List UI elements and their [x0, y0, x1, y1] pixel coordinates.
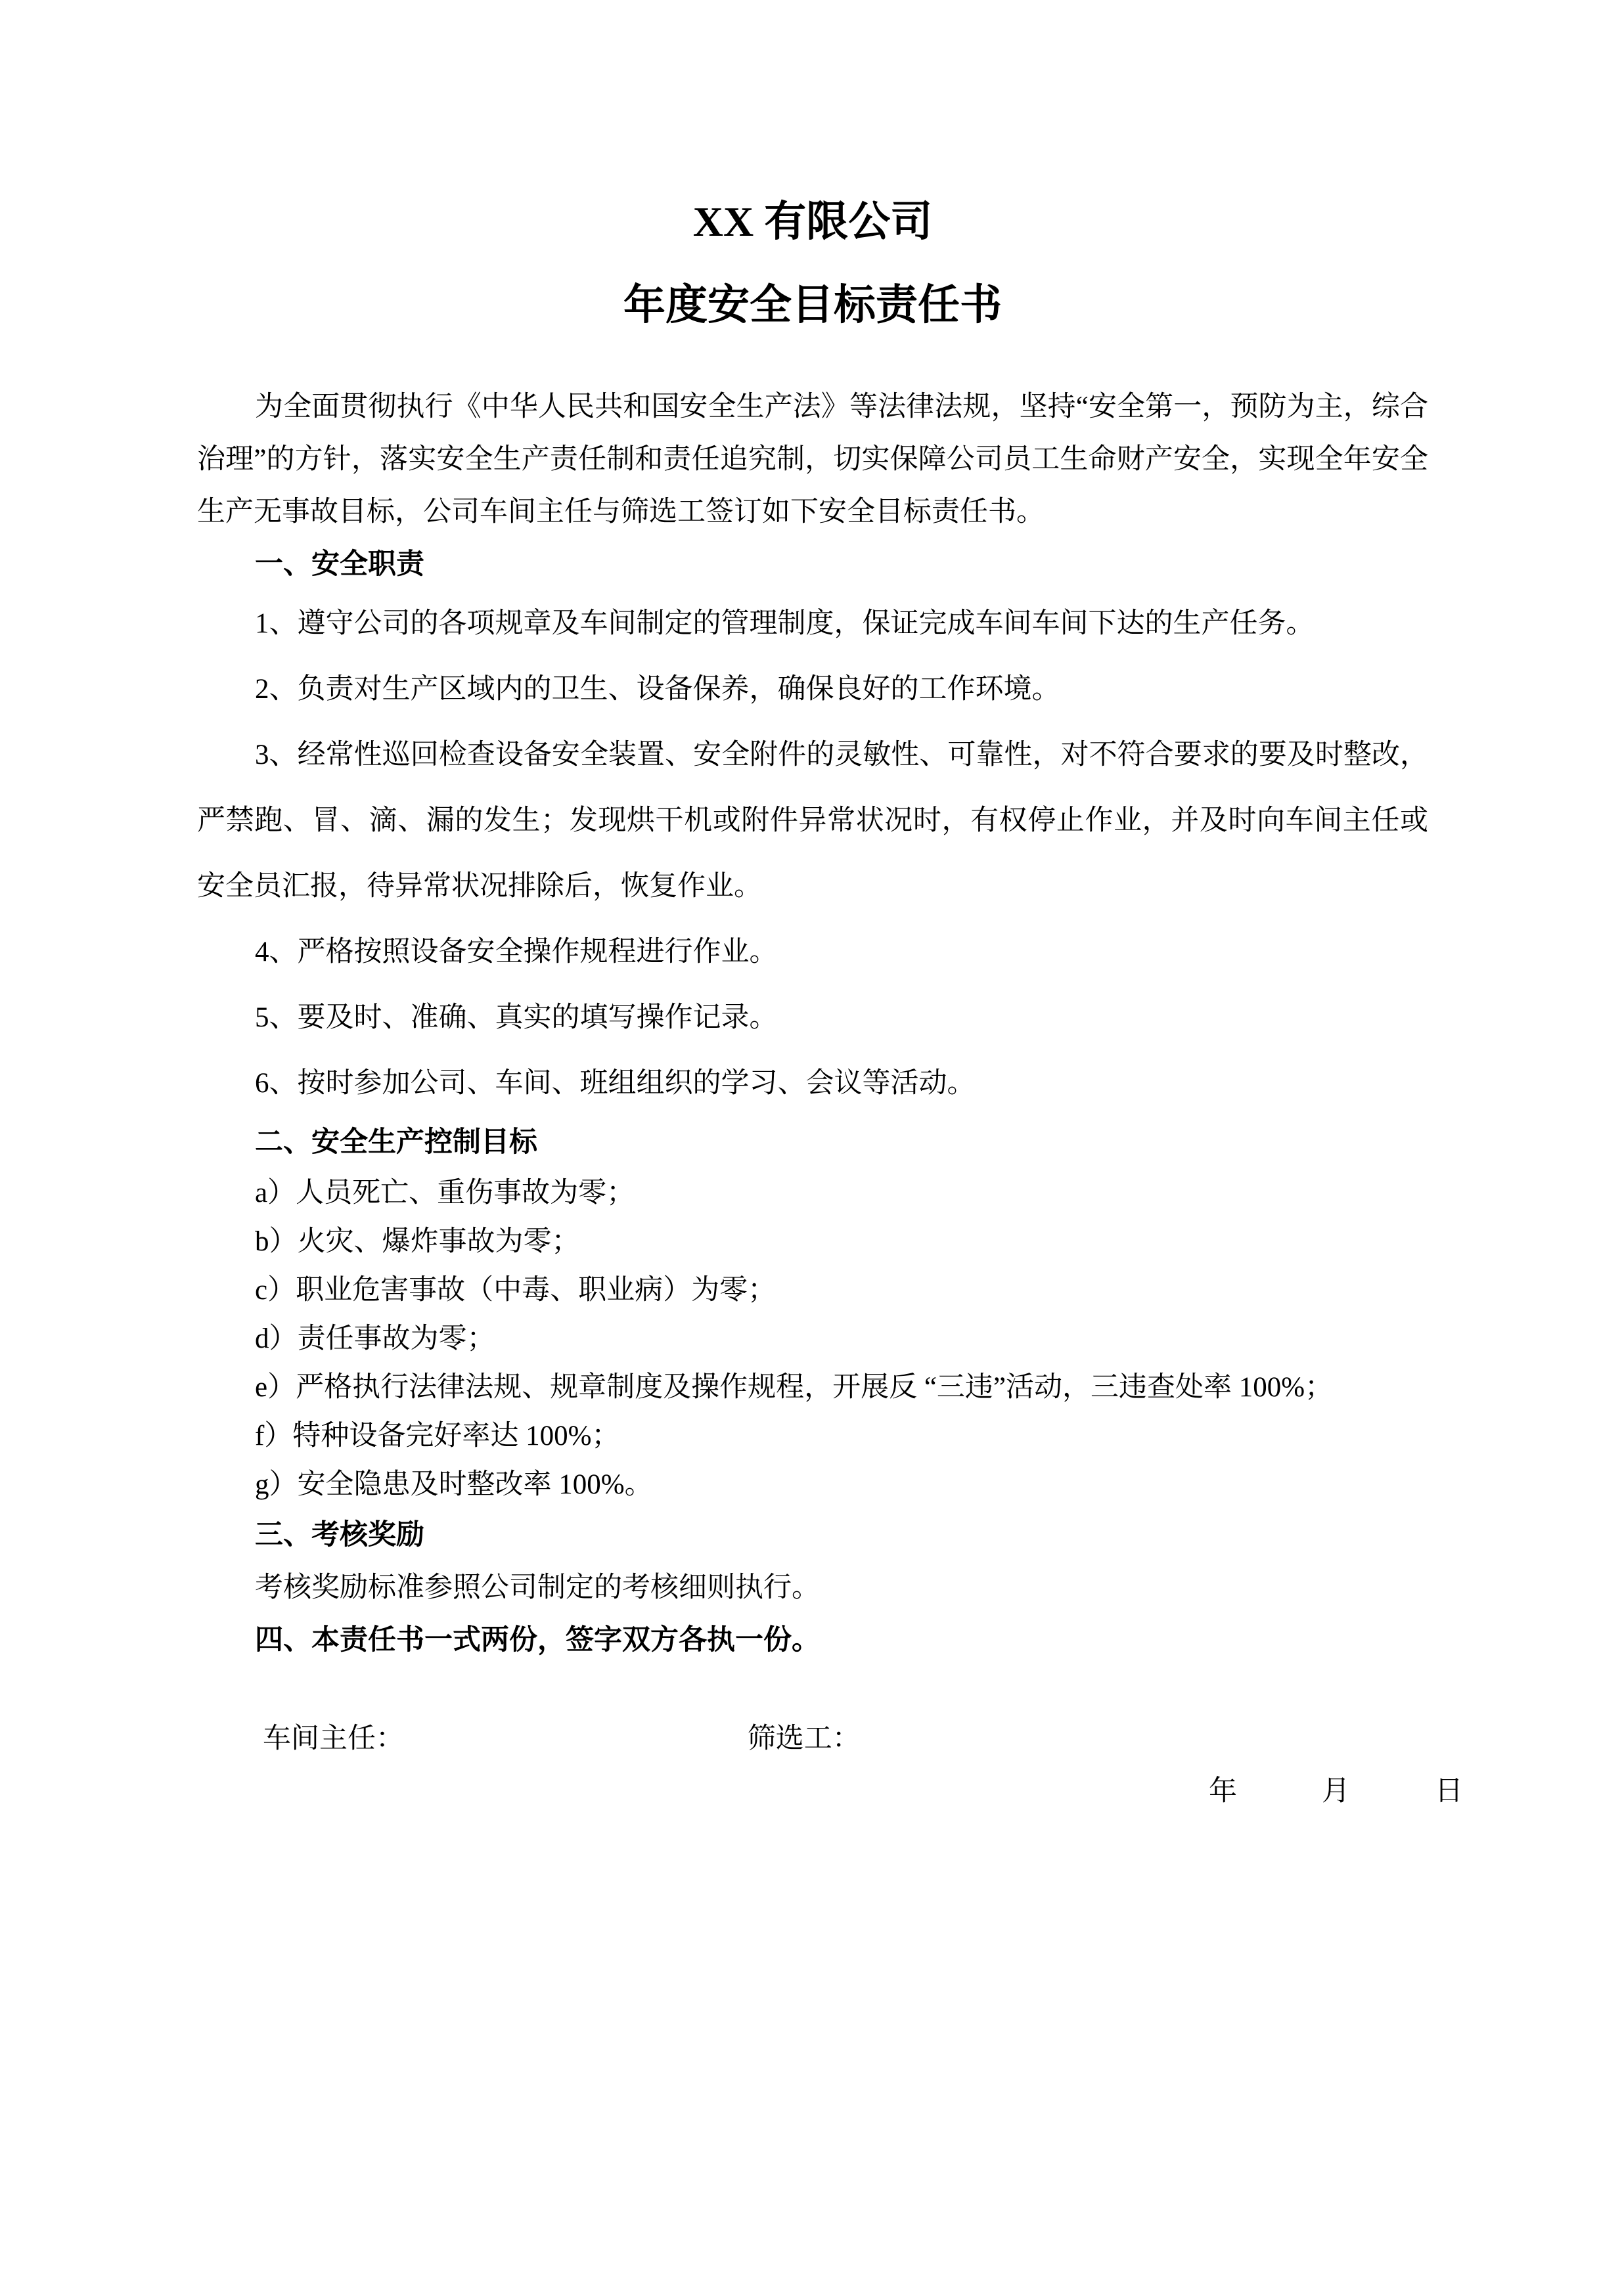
section-1-item: 2、负责对生产区域内的卫生、设备保养，确保良好的工作环境。 — [255, 674, 1060, 705]
section-4-heading: 四、本责任书一式两份，签字双方各执一份。 — [255, 1625, 820, 1656]
section-1-item: 4、严格按照设备安全操作规程进行作业。 — [255, 937, 778, 967]
company-title: XX 有限公司 — [692, 198, 933, 245]
section-1-item: 3、经常性巡回检查设备安全装置、安全附件的灵敏性、可靠性，对不符合要求的要及时整改，严禁跑、冒、滴、漏的发生；发现烘干机或附件异常状况时，有权停止作业，并及时向车间主任或安全员汇报，待异常状况排除后，恢复作业。 — [197, 740, 1428, 902]
section-3-heading: 三、考核奖励 — [255, 1520, 424, 1551]
section-1-item: 5、要及时、准确、真实的填写操作记录。 — [255, 1002, 778, 1033]
section-2-heading: 二、安全生产控制目标 — [255, 1127, 537, 1158]
section-1-item: 1、遵守公司的各项规章及车间制定的管理制度，保证完成车间车间下达的生产任务。 — [255, 608, 1315, 639]
section-2-item: d）责任事故为零； — [255, 1323, 495, 1354]
intro-paragraph: 为全面贯彻执行《中华人民共和国安全生产法》等法律法规，坚持“安全第一，预防为主，综合治理”的方针，落实安全生产责任制和责任追究制，切实保障公司员工生命财产安全，实现全年安全生产无事故目标，公司车间主任与筛选工签订如下安全目标责任书。 — [197, 391, 1428, 527]
signature-row — [197, 1713, 1428, 1765]
section-2-item: e）严格执行法律法规、规章制度及操作规程，开展反 “三违”活动，三违查处率 100%； — [255, 1372, 1334, 1403]
section-2-item: c）职业危害事故（中毒、职业病）为零； — [255, 1275, 777, 1306]
section-2-item: f）特种设备完好率达 100%； — [255, 1421, 620, 1451]
section-1-heading: 一、安全职责 — [255, 549, 424, 580]
section-2-item: b）火灾、爆炸事故为零； — [255, 1226, 580, 1257]
section-2-item: a）人员死亡、重伤事故为零； — [255, 1178, 635, 1208]
date-line: 年 月 日 — [1209, 1776, 1463, 1807]
section-2-item: g）安全隐患及时整改率 100%。 — [255, 1469, 653, 1500]
section-3-body: 考核奖励标准参照公司制定的考核细则执行。 — [255, 1572, 820, 1603]
signature-screening-worker: 筛选工： — [747, 1723, 861, 1754]
signature-workshop-director: 车间主任： — [263, 1723, 404, 1754]
document-title: 年度安全目标责任书 — [623, 282, 1002, 328]
section-1-item: 6、按时参加公司、车间、班组组织的学习、会议等活动。 — [255, 1068, 976, 1099]
